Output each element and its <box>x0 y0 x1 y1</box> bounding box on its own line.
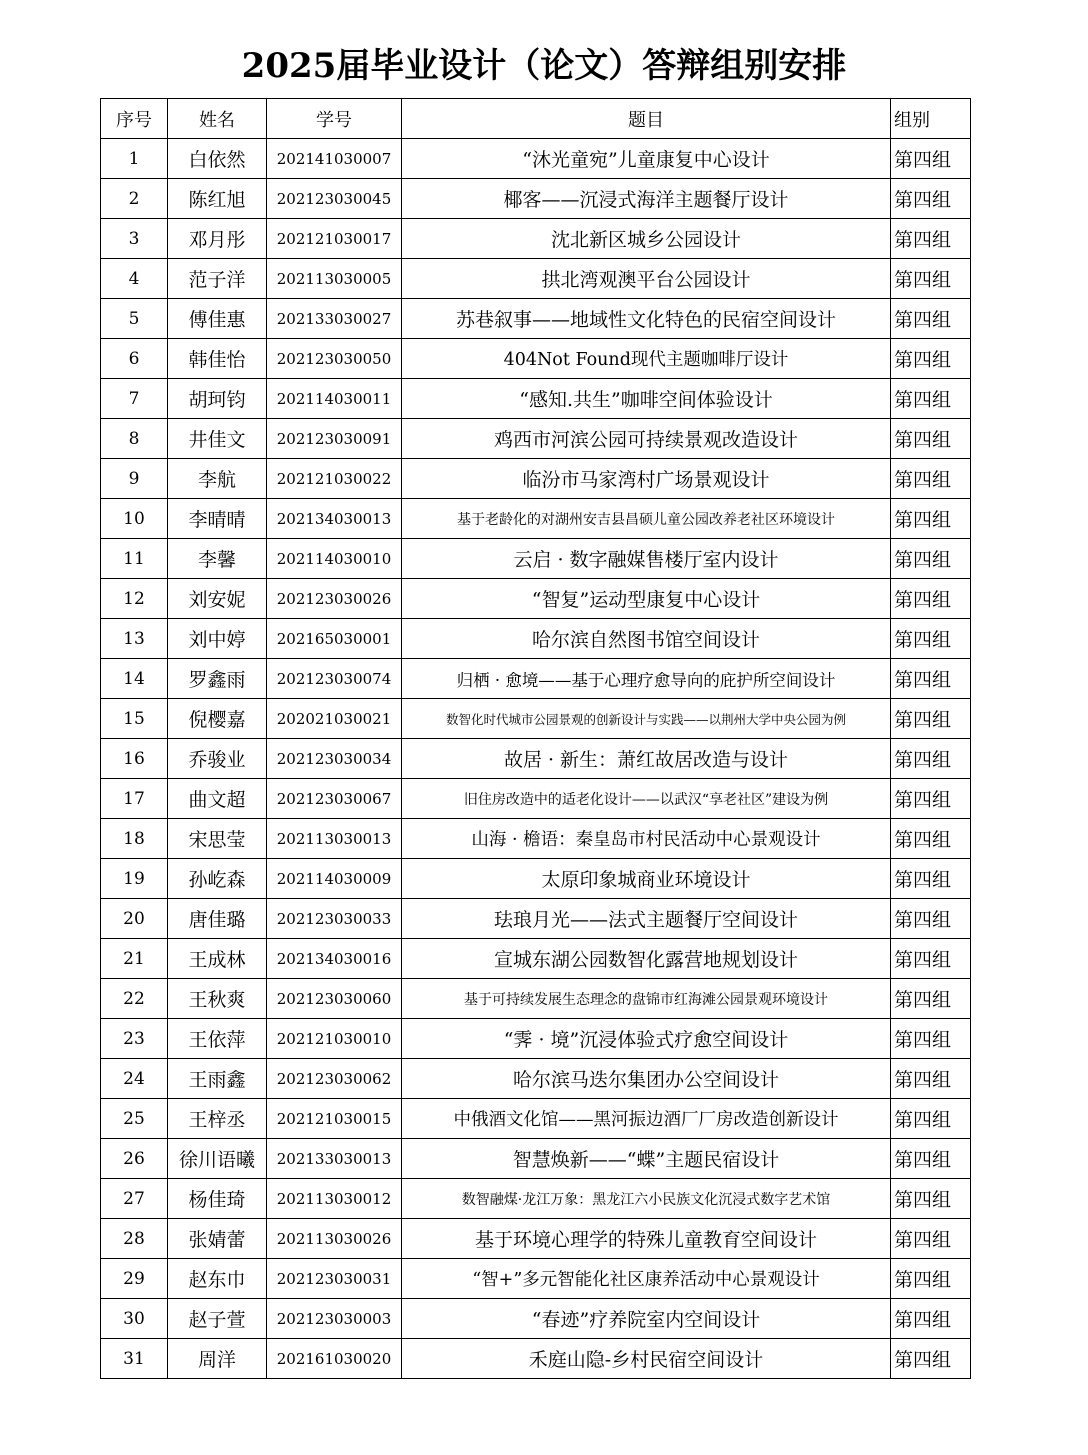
row-topic: 智慧焕新——“蝶”主题民宿设计 <box>402 1139 891 1179</box>
table-row <box>101 259 971 299</box>
row-group: 第四组 <box>891 899 971 939</box>
table-row <box>101 779 971 819</box>
row-no: 26 <box>101 1139 168 1179</box>
row-student-id: 202123030026 <box>267 579 402 619</box>
row-group: 第四组 <box>891 819 971 859</box>
row-no: 15 <box>101 699 168 739</box>
table-row <box>101 579 971 619</box>
table-row <box>101 699 971 739</box>
row-name: 白依然 <box>168 139 267 179</box>
row-student-id: 202133030013 <box>267 1139 402 1179</box>
row-student-id: 202123030003 <box>267 1299 402 1339</box>
row-student-id: 202134030013 <box>267 499 402 539</box>
row-group: 第四组 <box>891 1099 971 1139</box>
row-no: 1 <box>101 139 168 179</box>
table-row <box>101 1179 971 1219</box>
row-topic: “感知.共生”咖啡空间体验设计 <box>402 379 891 419</box>
table-row <box>101 1339 971 1379</box>
row-name: 李晴晴 <box>168 499 267 539</box>
row-no: 25 <box>101 1099 168 1139</box>
row-student-id: 202114030009 <box>267 859 402 899</box>
row-name: 刘中婷 <box>168 619 267 659</box>
row-group: 第四组 <box>891 939 971 979</box>
table-row <box>101 739 971 779</box>
row-name: 韩佳怡 <box>168 339 267 379</box>
row-no: 31 <box>101 1339 168 1379</box>
row-name: 周洋 <box>168 1339 267 1379</box>
row-no: 20 <box>101 899 168 939</box>
row-student-id: 202123030091 <box>267 419 402 459</box>
row-no: 23 <box>101 1019 168 1059</box>
row-topic: 云启 · 数字融媒售楼厅室内设计 <box>402 539 891 579</box>
row-name: 唐佳璐 <box>168 899 267 939</box>
row-topic: 沈北新区城乡公园设计 <box>402 219 891 259</box>
row-student-id: 202121030022 <box>267 459 402 499</box>
row-name: 陈红旭 <box>168 179 267 219</box>
row-group: 第四组 <box>891 339 971 379</box>
row-topic: 故居 · 新生：萧红故居改造与设计 <box>402 739 891 779</box>
table-row <box>101 339 971 379</box>
row-no: 17 <box>101 779 168 819</box>
row-no: 16 <box>101 739 168 779</box>
row-topic: 数智融煤·龙江万象：黑龙江六小民族文化沉浸式数字艺术馆 <box>402 1179 891 1219</box>
row-name: 张婧蕾 <box>168 1219 267 1259</box>
table-row <box>101 819 971 859</box>
row-name: 赵子萱 <box>168 1299 267 1339</box>
row-group: 第四组 <box>891 1179 971 1219</box>
row-name: 邓月彤 <box>168 219 267 259</box>
row-topic: 太原印象城商业环境设计 <box>402 859 891 899</box>
row-group: 第四组 <box>891 579 971 619</box>
row-topic: 临汾市马家湾村广场景观设计 <box>402 459 891 499</box>
table-row <box>101 1099 971 1139</box>
table-row <box>101 139 971 179</box>
row-group: 第四组 <box>891 739 971 779</box>
row-student-id: 202121030015 <box>267 1099 402 1139</box>
row-no: 8 <box>101 419 168 459</box>
row-group: 第四组 <box>891 259 971 299</box>
header-group: 组别 <box>891 99 971 139</box>
row-student-id: 202165030001 <box>267 619 402 659</box>
row-name: 乔骏业 <box>168 739 267 779</box>
row-name: 罗鑫雨 <box>168 659 267 699</box>
row-name: 傅佳惠 <box>168 299 267 339</box>
row-student-id: 202123030034 <box>267 739 402 779</box>
row-group: 第四组 <box>891 1019 971 1059</box>
row-no: 4 <box>101 259 168 299</box>
row-topic: 山海 · 檐语：秦皇岛市村民活动中心景观设计 <box>402 819 891 859</box>
row-no: 21 <box>101 939 168 979</box>
row-no: 24 <box>101 1059 168 1099</box>
row-name: 王梓丞 <box>168 1099 267 1139</box>
row-student-id: 202021030021 <box>267 699 402 739</box>
row-no: 6 <box>101 339 168 379</box>
row-group: 第四组 <box>891 459 971 499</box>
row-no: 14 <box>101 659 168 699</box>
schedule-table <box>100 98 971 1379</box>
row-name: 李航 <box>168 459 267 499</box>
page-title: 2025届毕业设计（论文）答辩组别安排 <box>241 46 847 86</box>
row-name: 徐川语曦 <box>168 1139 267 1179</box>
row-no: 10 <box>101 499 168 539</box>
row-student-id: 202114030011 <box>267 379 402 419</box>
row-student-id: 202123030033 <box>267 899 402 939</box>
row-topic: 404Not Found现代主题咖啡厅设计 <box>402 339 891 379</box>
row-topic: 苏巷叙事——地域性文化特色的民宿空间设计 <box>402 299 891 339</box>
table-row <box>101 219 971 259</box>
table-row <box>101 1019 971 1059</box>
table-header-row <box>101 99 971 139</box>
row-student-id: 202113030026 <box>267 1219 402 1259</box>
row-topic: 哈尔滨自然图书馆空间设计 <box>402 619 891 659</box>
table-row <box>101 899 971 939</box>
row-group: 第四组 <box>891 619 971 659</box>
row-student-id: 202133030027 <box>267 299 402 339</box>
row-group: 第四组 <box>891 1219 971 1259</box>
row-no: 28 <box>101 1219 168 1259</box>
row-no: 2 <box>101 179 168 219</box>
table-row <box>101 459 971 499</box>
row-student-id: 202113030012 <box>267 1179 402 1219</box>
row-no: 18 <box>101 819 168 859</box>
row-group: 第四组 <box>891 1259 971 1299</box>
table-row <box>101 1259 971 1299</box>
row-student-id: 202141030007 <box>267 139 402 179</box>
row-student-id: 202123030031 <box>267 1259 402 1299</box>
row-student-id: 202121030017 <box>267 219 402 259</box>
row-no: 29 <box>101 1259 168 1299</box>
row-group: 第四组 <box>891 859 971 899</box>
row-group: 第四组 <box>891 779 971 819</box>
row-name: 刘安妮 <box>168 579 267 619</box>
row-group: 第四组 <box>891 419 971 459</box>
row-topic: 中俄酒文化馆——黑河振边酒厂厂房改造创新设计 <box>402 1099 891 1139</box>
row-name: 王雨鑫 <box>168 1059 267 1099</box>
row-topic: 禾庭山隐-乡村民宿空间设计 <box>402 1339 891 1379</box>
row-group: 第四组 <box>891 139 971 179</box>
row-topic: “沐光童宛”儿童康复中心设计 <box>402 139 891 179</box>
table-row <box>101 299 971 339</box>
row-no: 11 <box>101 539 168 579</box>
row-group: 第四组 <box>891 979 971 1019</box>
row-no: 5 <box>101 299 168 339</box>
row-topic: 拱北湾观澳平台公园设计 <box>402 259 891 299</box>
row-student-id: 202161030020 <box>267 1339 402 1379</box>
row-name: 范子洋 <box>168 259 267 299</box>
row-name: 杨佳琦 <box>168 1179 267 1219</box>
row-group: 第四组 <box>891 299 971 339</box>
row-no: 7 <box>101 379 168 419</box>
table-row <box>101 1299 971 1339</box>
table-row <box>101 179 971 219</box>
row-name: 倪樱嘉 <box>168 699 267 739</box>
row-name: 赵东巾 <box>168 1259 267 1299</box>
row-group: 第四组 <box>891 659 971 699</box>
table-row <box>101 1219 971 1259</box>
table-row <box>101 1139 971 1179</box>
row-topic: 归栖 · 愈境——基于心理疗愈导向的庇护所空间设计 <box>402 659 891 699</box>
row-name: 宋思莹 <box>168 819 267 859</box>
row-student-id: 202123030060 <box>267 979 402 1019</box>
row-no: 3 <box>101 219 168 259</box>
row-no: 27 <box>101 1179 168 1219</box>
row-no: 30 <box>101 1299 168 1339</box>
row-no: 13 <box>101 619 168 659</box>
row-student-id: 202114030010 <box>267 539 402 579</box>
row-name: 井佳文 <box>168 419 267 459</box>
row-topic: 宣城东湖公园数智化露营地规划设计 <box>402 939 891 979</box>
table-row <box>101 979 971 1019</box>
row-group: 第四组 <box>891 1139 971 1179</box>
header-student-id: 学号 <box>267 99 402 139</box>
table-row <box>101 939 971 979</box>
row-no: 22 <box>101 979 168 1019</box>
row-student-id: 202113030005 <box>267 259 402 299</box>
row-no: 19 <box>101 859 168 899</box>
row-topic: 基于环境心理学的特殊儿童教育空间设计 <box>402 1219 891 1259</box>
row-group: 第四组 <box>891 699 971 739</box>
row-name: 孙屹森 <box>168 859 267 899</box>
row-group: 第四组 <box>891 499 971 539</box>
table-row <box>101 379 971 419</box>
row-topic: 基于老龄化的对湖州安吉县昌硕儿童公园改养老社区环境设计 <box>402 499 891 539</box>
row-group: 第四组 <box>891 179 971 219</box>
row-topic: 数智化时代城市公园景观的创新设计与实践——以荆州大学中央公园为例 <box>402 699 891 739</box>
row-group: 第四组 <box>891 219 971 259</box>
header-no: 序号 <box>101 99 168 139</box>
row-topic: “智+”多元智能化社区康养活动中心景观设计 <box>402 1259 891 1299</box>
row-group: 第四组 <box>891 1339 971 1379</box>
row-group: 第四组 <box>891 1059 971 1099</box>
header-name: 姓名 <box>168 99 267 139</box>
row-topic: 哈尔滨马迭尔集团办公空间设计 <box>402 1059 891 1099</box>
row-no: 12 <box>101 579 168 619</box>
row-group: 第四组 <box>891 379 971 419</box>
row-student-id: 202123030062 <box>267 1059 402 1099</box>
row-topic: “智复”运动型康复中心设计 <box>402 579 891 619</box>
row-name: 王依萍 <box>168 1019 267 1059</box>
table-row <box>101 659 971 699</box>
row-name: 李馨 <box>168 539 267 579</box>
header-topic: 题目 <box>402 99 891 139</box>
row-student-id: 202134030016 <box>267 939 402 979</box>
row-no: 9 <box>101 459 168 499</box>
table-body <box>101 139 971 1379</box>
row-student-id: 202123030067 <box>267 779 402 819</box>
row-topic: 基于可持续发展生态理念的盘锦市红海滩公园景观环境设计 <box>402 979 891 1019</box>
row-student-id: 202121030010 <box>267 1019 402 1059</box>
row-group: 第四组 <box>891 539 971 579</box>
row-group: 第四组 <box>891 1299 971 1339</box>
table-row <box>101 539 971 579</box>
row-name: 胡珂钧 <box>168 379 267 419</box>
table-row <box>101 419 971 459</box>
row-topic: 椰客——沉浸式海洋主题餐厅设计 <box>402 179 891 219</box>
row-name: 王成林 <box>168 939 267 979</box>
table-row <box>101 619 971 659</box>
row-topic: “霁 · 境”沉浸体验式疗愈空间设计 <box>402 1019 891 1059</box>
row-topic: 鸡西市河滨公园可持续景观改造设计 <box>402 419 891 459</box>
row-student-id: 202123030050 <box>267 339 402 379</box>
row-student-id: 202123030045 <box>267 179 402 219</box>
row-topic: “春迹”疗养院室内空间设计 <box>402 1299 891 1339</box>
row-topic: 珐琅月光——法式主题餐厅空间设计 <box>402 899 891 939</box>
row-topic: 旧住房改造中的适老化设计——以武汉“享老社区”建设为例 <box>402 779 891 819</box>
row-student-id: 202123030074 <box>267 659 402 699</box>
table-row <box>101 859 971 899</box>
row-name: 曲文超 <box>168 779 267 819</box>
table-row <box>101 499 971 539</box>
row-name: 王秋爽 <box>168 979 267 1019</box>
table-row <box>101 1059 971 1099</box>
row-student-id: 202113030013 <box>267 819 402 859</box>
